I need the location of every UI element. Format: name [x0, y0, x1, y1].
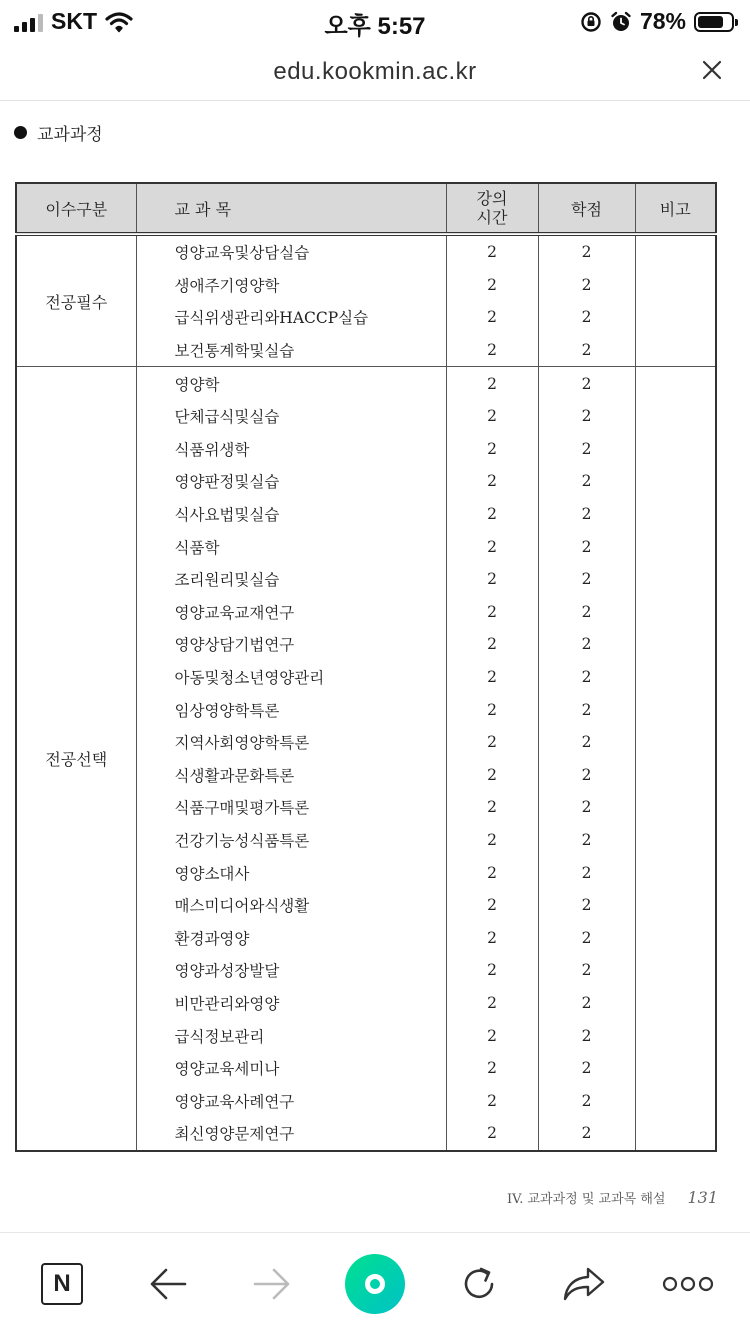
- credits-cell: 2: [538, 954, 635, 987]
- credits-cell: 2: [538, 433, 635, 466]
- battery-icon: [694, 12, 734, 32]
- url-text[interactable]: edu.kookmin.ac.kr: [273, 58, 477, 85]
- subject-cell: 영양소대사: [136, 856, 446, 889]
- note-cell: [635, 954, 716, 987]
- note-cell: [635, 465, 716, 498]
- bottom-toolbar: [0, 1232, 750, 1335]
- header-subject: 교 과 목: [136, 183, 446, 234]
- note-cell: [635, 791, 716, 824]
- subject-cell: 아동및청소년영양관리: [136, 661, 446, 694]
- note-cell: [635, 824, 716, 857]
- subject-cell: 영양과성장발달: [136, 954, 446, 987]
- subject-cell: 식사요법및실습: [136, 498, 446, 531]
- note-cell: [635, 301, 716, 334]
- status-time: 오후 5:57: [324, 13, 426, 40]
- subject-cell: 영양교육및상담실습: [136, 234, 446, 269]
- carrier-name: SKT: [51, 8, 97, 34]
- page-number: 131: [687, 1188, 718, 1207]
- credits-cell: 2: [538, 269, 635, 302]
- hours-cell: 2: [446, 334, 538, 367]
- credits-cell: 2: [538, 1084, 635, 1117]
- hours-cell: 2: [446, 759, 538, 792]
- hours-cell: 2: [446, 661, 538, 694]
- note-cell: [635, 234, 716, 269]
- header-hours: 강의시간: [446, 183, 538, 234]
- note-cell: [635, 987, 716, 1020]
- hours-cell: 2: [446, 530, 538, 563]
- credits-cell: 2: [538, 596, 635, 629]
- close-icon[interactable]: [700, 58, 724, 82]
- header-category: 이수구분: [16, 183, 136, 234]
- subject-cell: 최신영양문제연구: [136, 1117, 446, 1151]
- rotation-lock-icon: [580, 11, 602, 33]
- note-cell: [635, 628, 716, 661]
- note-cell: [635, 1117, 716, 1151]
- battery-percent: 78%: [639, 8, 686, 34]
- footer-section: IV. 교과과정 및 교과목 해설: [506, 1192, 666, 1207]
- category-cell: 전공선택: [16, 367, 136, 1151]
- subject-cell: 영양판정및실습: [136, 465, 446, 498]
- credits-cell: 2: [538, 824, 635, 857]
- category-cell: 전공필수: [16, 234, 136, 367]
- credits-cell: 2: [538, 921, 635, 954]
- credits-cell: 2: [538, 465, 635, 498]
- subject-cell: 급식위생관리와HACCP실습: [136, 301, 446, 334]
- status-bar: [0, 0, 750, 44]
- forward-button[interactable]: [244, 1256, 300, 1312]
- credits-cell: 2: [538, 987, 635, 1020]
- subject-cell: 영양교육교재연구: [136, 596, 446, 629]
- subject-cell: 식생활과문화특론: [136, 759, 446, 792]
- credits-cell: 2: [538, 759, 635, 792]
- subject-cell: 임상영양학특론: [136, 693, 446, 726]
- credits-cell: 2: [538, 400, 635, 433]
- section-heading: [14, 120, 103, 145]
- subject-cell: 급식정보관리: [136, 1019, 446, 1052]
- hours-cell: 2: [446, 433, 538, 466]
- hours-cell: 2: [446, 234, 538, 269]
- bullet-icon: [14, 126, 27, 139]
- header-note: 비고: [635, 183, 716, 234]
- credits-cell: 2: [538, 628, 635, 661]
- page-footer: [507, 1188, 718, 1207]
- subject-cell: 매스미디어와식생활: [136, 889, 446, 922]
- note-cell: [635, 889, 716, 922]
- hours-cell: 2: [446, 791, 538, 824]
- hours-cell: 2: [446, 628, 538, 661]
- subject-cell: 환경과영양: [136, 921, 446, 954]
- subject-cell: 영양교육사례연구: [136, 1084, 446, 1117]
- credits-cell: 2: [538, 498, 635, 531]
- subject-cell: 식품위생학: [136, 433, 446, 466]
- document-page: [0, 100, 750, 1232]
- note-cell: [635, 726, 716, 759]
- subject-cell: 생애주기영양학: [136, 269, 446, 302]
- credits-cell: 2: [538, 1052, 635, 1085]
- note-cell: [635, 400, 716, 433]
- note-cell: [635, 530, 716, 563]
- green-dot-icon: [345, 1254, 405, 1314]
- note-cell: [635, 661, 716, 694]
- hours-cell: 2: [446, 1084, 538, 1117]
- share-button[interactable]: [556, 1256, 612, 1312]
- share-icon: [562, 1265, 606, 1303]
- note-cell: [635, 563, 716, 596]
- note-cell: [635, 856, 716, 889]
- hours-cell: 2: [446, 921, 538, 954]
- forward-arrow-icon: [252, 1267, 292, 1301]
- credits-cell: 2: [538, 889, 635, 922]
- table-row: [16, 367, 716, 400]
- note-cell: [635, 1084, 716, 1117]
- credits-cell: 2: [538, 791, 635, 824]
- alarm-icon: [610, 11, 632, 33]
- credits-cell: 2: [538, 367, 635, 400]
- hours-cell: 2: [446, 563, 538, 596]
- hours-cell: 2: [446, 856, 538, 889]
- hours-cell: 2: [446, 726, 538, 759]
- heading-text: 교과과정: [37, 125, 103, 145]
- note-cell: [635, 269, 716, 302]
- header-credits: 학점: [538, 183, 635, 234]
- hours-cell: 2: [446, 596, 538, 629]
- credits-cell: 2: [538, 563, 635, 596]
- more-button[interactable]: [660, 1256, 716, 1312]
- subject-cell: 영양상담기법연구: [136, 628, 446, 661]
- hours-cell: 2: [446, 824, 538, 857]
- note-cell: [635, 596, 716, 629]
- hours-cell: 2: [446, 498, 538, 531]
- hours-cell: 2: [446, 400, 538, 433]
- note-cell: [635, 1052, 716, 1085]
- note-cell: [635, 367, 716, 400]
- curriculum-table: [15, 182, 717, 1152]
- naver-home-icon: N: [41, 1263, 83, 1305]
- note-cell: [635, 433, 716, 466]
- credits-cell: 2: [538, 1117, 635, 1151]
- hours-cell: 2: [446, 301, 538, 334]
- subject-cell: 영양교육세미나: [136, 1052, 446, 1085]
- subject-cell: 단체급식및실습: [136, 400, 446, 433]
- credits-cell: 2: [538, 693, 635, 726]
- note-cell: [635, 498, 716, 531]
- credits-cell: 2: [538, 1019, 635, 1052]
- note-cell: [635, 1019, 716, 1052]
- url-bar[interactable]: [0, 44, 750, 101]
- hours-cell: 2: [446, 987, 538, 1020]
- credits-cell: 2: [538, 661, 635, 694]
- hours-cell: 2: [446, 269, 538, 302]
- more-icon: [662, 1275, 714, 1293]
- back-arrow-icon: [148, 1267, 188, 1301]
- reload-icon: [459, 1264, 499, 1304]
- credits-cell: 2: [538, 334, 635, 367]
- subject-cell: 지역사회영양학특론: [136, 726, 446, 759]
- subject-cell: 조리원리및실습: [136, 563, 446, 596]
- hours-cell: 2: [446, 1052, 538, 1085]
- green-dot-button[interactable]: [345, 1254, 405, 1314]
- hours-cell: 2: [446, 1019, 538, 1052]
- hours-cell: 2: [446, 693, 538, 726]
- credits-cell: 2: [538, 530, 635, 563]
- credits-cell: 2: [538, 301, 635, 334]
- credits-cell: 2: [538, 234, 635, 269]
- subject-cell: 식품구매및평가특론: [136, 791, 446, 824]
- naver-home-button[interactable]: [34, 1256, 90, 1312]
- back-button[interactable]: [140, 1256, 196, 1312]
- hours-cell: 2: [446, 889, 538, 922]
- note-cell: [635, 693, 716, 726]
- credits-cell: 2: [538, 856, 635, 889]
- subject-cell: 식품학: [136, 530, 446, 563]
- subject-cell: 보건통계학및실습: [136, 334, 446, 367]
- table-body: [16, 234, 716, 1151]
- reload-button[interactable]: [451, 1256, 507, 1312]
- note-cell: [635, 921, 716, 954]
- subject-cell: 건강기능성식품특론: [136, 824, 446, 857]
- subject-cell: 영양학: [136, 367, 446, 400]
- note-cell: [635, 334, 716, 367]
- subject-cell: 비만관리와영양: [136, 987, 446, 1020]
- credits-cell: 2: [538, 726, 635, 759]
- hours-cell: 2: [446, 954, 538, 987]
- note-cell: [635, 759, 716, 792]
- hours-cell: 2: [446, 367, 538, 400]
- hours-cell: 2: [446, 465, 538, 498]
- table-row: [16, 234, 716, 269]
- hours-cell: 2: [446, 1117, 538, 1151]
- table-header-row: [16, 183, 716, 234]
